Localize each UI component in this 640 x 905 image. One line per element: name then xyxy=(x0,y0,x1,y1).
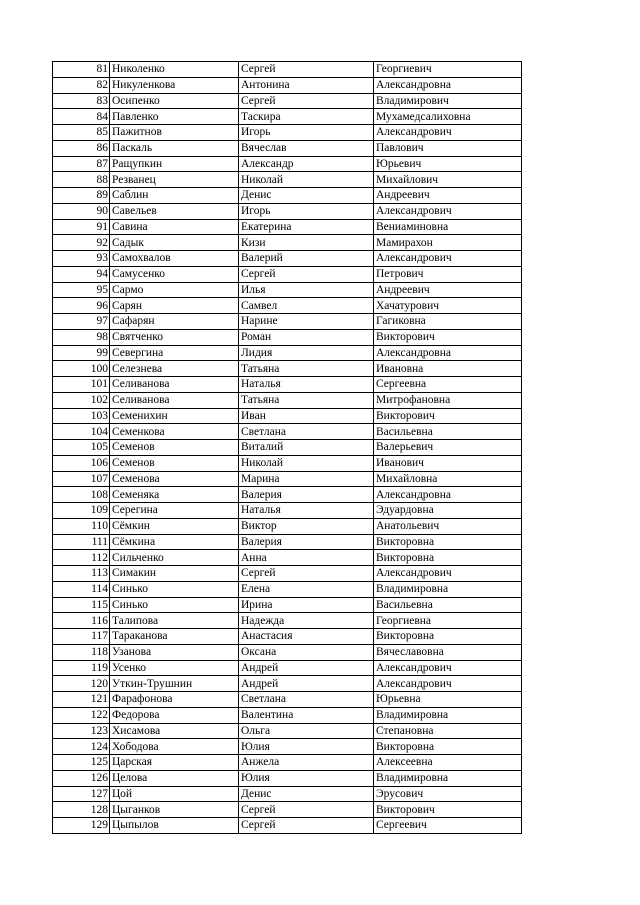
first-name-cell: Сергей xyxy=(239,266,374,282)
row-number: 110 xyxy=(53,518,110,534)
table-row xyxy=(53,424,522,440)
patronymic-cell: Александровна xyxy=(374,345,522,361)
row-number: 127 xyxy=(53,786,110,802)
surname-cell: Севергина xyxy=(110,345,239,361)
patronymic-cell: Гагиковна xyxy=(374,314,522,330)
first-name-cell: Андрей xyxy=(239,676,374,692)
first-name-cell: Иван xyxy=(239,408,374,424)
row-number: 83 xyxy=(53,93,110,109)
row-number: 94 xyxy=(53,266,110,282)
surname-cell: Осипенко xyxy=(110,93,239,109)
row-number: 108 xyxy=(53,487,110,503)
first-name-cell: Наталья xyxy=(239,377,374,393)
row-number: 119 xyxy=(53,660,110,676)
table-row xyxy=(53,534,522,550)
first-name-cell: Сергей xyxy=(239,566,374,582)
row-number: 89 xyxy=(53,188,110,204)
table-row xyxy=(53,172,522,188)
table-row xyxy=(53,676,522,692)
row-number: 128 xyxy=(53,802,110,818)
surname-cell: Савельев xyxy=(110,203,239,219)
row-number: 103 xyxy=(53,408,110,424)
table-row xyxy=(53,125,522,141)
row-number: 102 xyxy=(53,392,110,408)
row-number: 124 xyxy=(53,739,110,755)
table-row xyxy=(53,660,522,676)
patronymic-cell: Вячеславовна xyxy=(374,644,522,660)
surname-cell: Царская xyxy=(110,755,239,771)
first-name-cell: Валерия xyxy=(239,487,374,503)
patronymic-cell: Павлович xyxy=(374,140,522,156)
table-row xyxy=(53,408,522,424)
patronymic-cell: Хачатурович xyxy=(374,298,522,314)
table-row xyxy=(53,314,522,330)
first-name-cell: Сергей xyxy=(239,802,374,818)
surname-cell: Фарафонова xyxy=(110,692,239,708)
table-row xyxy=(53,77,522,93)
patronymic-cell: Александрович xyxy=(374,676,522,692)
table-row xyxy=(53,440,522,456)
row-number: 129 xyxy=(53,818,110,834)
first-name-cell: Валерий xyxy=(239,251,374,267)
first-name-cell: Елена xyxy=(239,581,374,597)
surname-cell: Семеняка xyxy=(110,487,239,503)
surname-cell: Савина xyxy=(110,219,239,235)
surname-cell: Узанова xyxy=(110,644,239,660)
first-name-cell: Сергей xyxy=(239,62,374,78)
table-row xyxy=(53,235,522,251)
first-name-cell: Светлана xyxy=(239,424,374,440)
row-number: 116 xyxy=(53,613,110,629)
table-row xyxy=(53,786,522,802)
row-number: 123 xyxy=(53,723,110,739)
patronymic-cell: Мамирахон xyxy=(374,235,522,251)
patronymic-cell: Степановна xyxy=(374,723,522,739)
table-row xyxy=(53,140,522,156)
surname-cell: Семенов xyxy=(110,455,239,471)
first-name-cell: Таскира xyxy=(239,109,374,125)
surname-cell: Усенко xyxy=(110,660,239,676)
first-name-cell: Игорь xyxy=(239,203,374,219)
row-number: 104 xyxy=(53,424,110,440)
table-row xyxy=(53,282,522,298)
first-name-cell: Вячеслав xyxy=(239,140,374,156)
patronymic-cell: Эдуардовна xyxy=(374,503,522,519)
first-name-cell: Анна xyxy=(239,550,374,566)
patronymic-cell: Юрьевна xyxy=(374,692,522,708)
table-row xyxy=(53,629,522,645)
surname-cell: Федорова xyxy=(110,707,239,723)
row-number: 107 xyxy=(53,471,110,487)
row-number: 81 xyxy=(53,62,110,78)
surname-cell: Талипова xyxy=(110,613,239,629)
first-name-cell: Лидия xyxy=(239,345,374,361)
surname-cell: Симакин xyxy=(110,566,239,582)
first-name-cell: Ирина xyxy=(239,597,374,613)
table-row xyxy=(53,156,522,172)
surname-cell: Резванец xyxy=(110,172,239,188)
name-list-table xyxy=(52,61,522,834)
row-number: 126 xyxy=(53,770,110,786)
row-number: 114 xyxy=(53,581,110,597)
first-name-cell: Николай xyxy=(239,172,374,188)
table-row xyxy=(53,188,522,204)
patronymic-cell: Валерьевич xyxy=(374,440,522,456)
row-number: 122 xyxy=(53,707,110,723)
patronymic-cell: Ивановна xyxy=(374,361,522,377)
table-row xyxy=(53,692,522,708)
patronymic-cell: Викторович xyxy=(374,329,522,345)
surname-cell: Паскаль xyxy=(110,140,239,156)
patronymic-cell: Александрович xyxy=(374,566,522,582)
first-name-cell: Валентина xyxy=(239,707,374,723)
row-number: 112 xyxy=(53,550,110,566)
patronymic-cell: Эрусович xyxy=(374,786,522,802)
first-name-cell: Светлана xyxy=(239,692,374,708)
patronymic-cell: Владимировна xyxy=(374,581,522,597)
patronymic-cell: Сергеевич xyxy=(374,818,522,834)
row-number: 109 xyxy=(53,503,110,519)
patronymic-cell: Александрович xyxy=(374,251,522,267)
first-name-cell: Нарине xyxy=(239,314,374,330)
row-number: 88 xyxy=(53,172,110,188)
first-name-cell: Надежда xyxy=(239,613,374,629)
first-name-cell: Екатерина xyxy=(239,219,374,235)
first-name-cell: Кизи xyxy=(239,235,374,251)
row-number: 117 xyxy=(53,629,110,645)
table-row xyxy=(53,455,522,471)
table-row xyxy=(53,707,522,723)
table-row xyxy=(53,487,522,503)
patronymic-cell: Анатольевич xyxy=(374,518,522,534)
table-row xyxy=(53,377,522,393)
table-row xyxy=(53,93,522,109)
table-row xyxy=(53,392,522,408)
patronymic-cell: Викторовна xyxy=(374,550,522,566)
row-number: 92 xyxy=(53,235,110,251)
first-name-cell: Юлия xyxy=(239,770,374,786)
patronymic-cell: Викторовна xyxy=(374,739,522,755)
patronymic-cell: Алексеевна xyxy=(374,755,522,771)
row-number: 99 xyxy=(53,345,110,361)
patronymic-cell: Иванович xyxy=(374,455,522,471)
row-number: 86 xyxy=(53,140,110,156)
table-row xyxy=(53,471,522,487)
first-name-cell: Оксана xyxy=(239,644,374,660)
surname-cell: Сёмкина xyxy=(110,534,239,550)
surname-cell: Сармо xyxy=(110,282,239,298)
table-row xyxy=(53,550,522,566)
patronymic-cell: Георгиевич xyxy=(374,62,522,78)
table-row xyxy=(53,329,522,345)
table-row xyxy=(53,755,522,771)
patronymic-cell: Юрьевич xyxy=(374,156,522,172)
surname-cell: Семенкова xyxy=(110,424,239,440)
surname-cell: Николенко xyxy=(110,62,239,78)
table-row xyxy=(53,298,522,314)
table-row xyxy=(53,818,522,834)
patronymic-cell: Михайловна xyxy=(374,471,522,487)
patronymic-cell: Андреевич xyxy=(374,282,522,298)
surname-cell: Пажитнов xyxy=(110,125,239,141)
first-name-cell: Андрей xyxy=(239,660,374,676)
row-number: 87 xyxy=(53,156,110,172)
row-number: 125 xyxy=(53,755,110,771)
surname-cell: Семенихин xyxy=(110,408,239,424)
surname-cell: Павленко xyxy=(110,109,239,125)
table-row xyxy=(53,739,522,755)
surname-cell: Селиванова xyxy=(110,377,239,393)
surname-cell: Селезнева xyxy=(110,361,239,377)
surname-cell: Целова xyxy=(110,770,239,786)
patronymic-cell: Викторович xyxy=(374,408,522,424)
first-name-cell: Денис xyxy=(239,188,374,204)
first-name-cell: Николай xyxy=(239,455,374,471)
row-number: 101 xyxy=(53,377,110,393)
surname-cell: Сёмкин xyxy=(110,518,239,534)
first-name-cell: Ольга xyxy=(239,723,374,739)
first-name-cell: Александр xyxy=(239,156,374,172)
patronymic-cell: Михайлович xyxy=(374,172,522,188)
name-list-body xyxy=(53,62,522,834)
row-number: 93 xyxy=(53,251,110,267)
table-row xyxy=(53,613,522,629)
row-number: 95 xyxy=(53,282,110,298)
table-row xyxy=(53,203,522,219)
surname-cell: Селиванова xyxy=(110,392,239,408)
surname-cell: Тараканова xyxy=(110,629,239,645)
row-number: 85 xyxy=(53,125,110,141)
row-number: 96 xyxy=(53,298,110,314)
row-number: 98 xyxy=(53,329,110,345)
surname-cell: Хободова xyxy=(110,739,239,755)
first-name-cell: Валерия xyxy=(239,534,374,550)
surname-cell: Сильченко xyxy=(110,550,239,566)
row-number: 118 xyxy=(53,644,110,660)
first-name-cell: Антонина xyxy=(239,77,374,93)
first-name-cell: Анжела xyxy=(239,755,374,771)
first-name-cell: Татьяна xyxy=(239,361,374,377)
surname-cell: Цыганков xyxy=(110,802,239,818)
first-name-cell: Виталий xyxy=(239,440,374,456)
patronymic-cell: Александрович xyxy=(374,660,522,676)
patronymic-cell: Викторович xyxy=(374,802,522,818)
patronymic-cell: Георгиевна xyxy=(374,613,522,629)
row-number: 106 xyxy=(53,455,110,471)
patronymic-cell: Викторовна xyxy=(374,629,522,645)
surname-cell: Хисамова xyxy=(110,723,239,739)
surname-cell: Уткин-Трушнин xyxy=(110,676,239,692)
table-row xyxy=(53,518,522,534)
first-name-cell: Денис xyxy=(239,786,374,802)
patronymic-cell: Александрович xyxy=(374,125,522,141)
table-row xyxy=(53,109,522,125)
row-number: 84 xyxy=(53,109,110,125)
surname-cell: Сарян xyxy=(110,298,239,314)
first-name-cell: Наталья xyxy=(239,503,374,519)
patronymic-cell: Викторовна xyxy=(374,534,522,550)
table-row xyxy=(53,644,522,660)
patronymic-cell: Сергеевна xyxy=(374,377,522,393)
row-number: 91 xyxy=(53,219,110,235)
row-number: 113 xyxy=(53,566,110,582)
row-number: 121 xyxy=(53,692,110,708)
surname-cell: Цой xyxy=(110,786,239,802)
surname-cell: Семенова xyxy=(110,471,239,487)
patronymic-cell: Владимировна xyxy=(374,770,522,786)
table-row xyxy=(53,345,522,361)
first-name-cell: Сергей xyxy=(239,93,374,109)
table-row xyxy=(53,251,522,267)
patronymic-cell: Владимировна xyxy=(374,707,522,723)
patronymic-cell: Вениаминовна xyxy=(374,219,522,235)
row-number: 97 xyxy=(53,314,110,330)
first-name-cell: Виктор xyxy=(239,518,374,534)
first-name-cell: Юлия xyxy=(239,739,374,755)
table-row xyxy=(53,597,522,613)
table-row xyxy=(53,723,522,739)
table-row xyxy=(53,581,522,597)
table-row xyxy=(53,219,522,235)
table-row xyxy=(53,503,522,519)
table-row xyxy=(53,361,522,377)
surname-cell: Ращупкин xyxy=(110,156,239,172)
surname-cell: Сафарян xyxy=(110,314,239,330)
surname-cell: Самохвалов xyxy=(110,251,239,267)
table-row xyxy=(53,770,522,786)
row-number: 90 xyxy=(53,203,110,219)
surname-cell: Синько xyxy=(110,597,239,613)
first-name-cell: Марина xyxy=(239,471,374,487)
surname-cell: Саблин xyxy=(110,188,239,204)
row-number: 115 xyxy=(53,597,110,613)
first-name-cell: Татьяна xyxy=(239,392,374,408)
patronymic-cell: Васильевна xyxy=(374,424,522,440)
surname-cell: Святченко xyxy=(110,329,239,345)
table-row xyxy=(53,266,522,282)
table-row xyxy=(53,566,522,582)
patronymic-cell: Васильевна xyxy=(374,597,522,613)
table-row xyxy=(53,802,522,818)
row-number: 82 xyxy=(53,77,110,93)
surname-cell: Цыпылов xyxy=(110,818,239,834)
patronymic-cell: Митрофановна xyxy=(374,392,522,408)
patronymic-cell: Мухамедсалиховна xyxy=(374,109,522,125)
surname-cell: Серегина xyxy=(110,503,239,519)
row-number: 105 xyxy=(53,440,110,456)
row-number: 100 xyxy=(53,361,110,377)
patronymic-cell: Владимирович xyxy=(374,93,522,109)
first-name-cell: Роман xyxy=(239,329,374,345)
row-number: 111 xyxy=(53,534,110,550)
patronymic-cell: Андреевич xyxy=(374,188,522,204)
first-name-cell: Илья xyxy=(239,282,374,298)
surname-cell: Садык xyxy=(110,235,239,251)
first-name-cell: Сергей xyxy=(239,818,374,834)
surname-cell: Синько xyxy=(110,581,239,597)
first-name-cell: Самвел xyxy=(239,298,374,314)
patronymic-cell: Александровна xyxy=(374,487,522,503)
surname-cell: Никуленкова xyxy=(110,77,239,93)
surname-cell: Семенов xyxy=(110,440,239,456)
row-number: 120 xyxy=(53,676,110,692)
patronymic-cell: Петрович xyxy=(374,266,522,282)
surname-cell: Самусенко xyxy=(110,266,239,282)
table-row xyxy=(53,62,522,78)
patronymic-cell: Александровна xyxy=(374,77,522,93)
patronymic-cell: Александрович xyxy=(374,203,522,219)
first-name-cell: Анастасия xyxy=(239,629,374,645)
first-name-cell: Игорь xyxy=(239,125,374,141)
